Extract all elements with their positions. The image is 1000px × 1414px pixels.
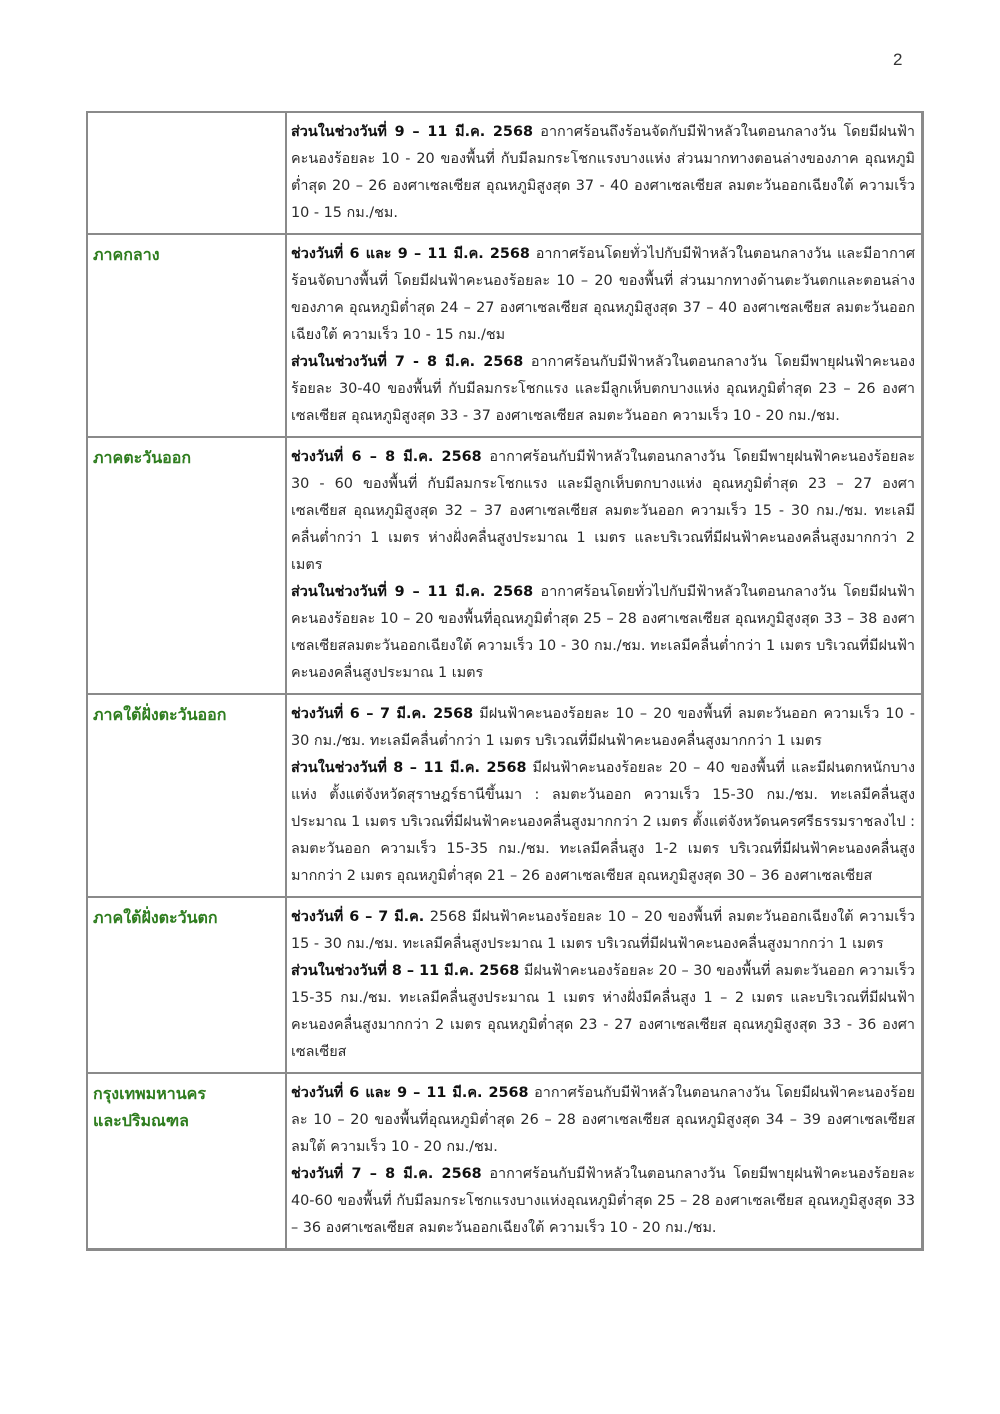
- period-label: ช่วงวันที่ 6 – 7 มี.ค. 2568: [291, 706, 474, 722]
- forecast-cell: [286, 234, 923, 437]
- period-text: 2568 มีฝนฟ้าคะนองร้อยละ 10 – 20 ของพื้นที่ ลมตะวันออกเฉียงใต้ ความเร็ว 15 - 30 กม./ชม. ทะเลมีคลื่นสูงประมาณ 1 เมตร บริเวณที่มีฝนฟ้าคะนองคลื่นสูงมากกว่า 1 เมตร: [291, 909, 915, 952]
- region-cell: [87, 694, 286, 897]
- region-cell: [87, 234, 286, 437]
- period-text: มีฝนฟ้าคะนองร้อยละ 20 – 30 ของพื้นที่ ลมตะวันออก ความเร็ว 15-35 กม./ชม. ทะเลมีคลื่นสูงประมาณ 1 เมตร ห่างฝั่งมีคลื่นสูง 1 – 2 เมตร และบริเวณที่มีฝนฟ้าคะนองคลื่นสูงมากกว่า 2 เมตร อุณหภูมิต่ำสุด 23 - 27 องศาเซลเซียส อุณหภูมิสูงสุด 33 - 36 องศาเซลเซียส: [291, 963, 915, 1060]
- forecast-period: [291, 241, 915, 349]
- forecast-period: [291, 119, 915, 227]
- forecast-period: [291, 1080, 915, 1161]
- forecast-cell: [286, 437, 923, 694]
- page-number: 2: [893, 50, 903, 69]
- table-row: [87, 694, 923, 897]
- forecast-period: [291, 349, 915, 430]
- period-label: ช่วงวันที่ 6 และ 9 – 11 มี.ค. 2568: [291, 1085, 529, 1101]
- period-label: ส่วนในช่วงวันที่ 8 – 11 มี.ค. 2568: [291, 760, 527, 776]
- table-row: [87, 112, 923, 234]
- region-name: ภาคใต้ฝั่งตะวันตก: [93, 908, 218, 927]
- period-text: อากาศร้อนกับมีฟ้าหลัวในตอนกลางวัน โดยมีพายุฝนฟ้าคะนองร้อยละ 40-60 ของพื้นที่ กับมีลมกระโชกแรงบางแห่งอุณหภูมิต่ำสุด 25 – 28 องศาเซลเซียส อุณหภูมิสูงสุด 33 – 36 องศาเซลเซียส ลมตะวันออกเฉียงใต้ ความเร็ว 10 - 20 กม./ชม.: [291, 1166, 915, 1236]
- period-label: ช่วงวันที่ 6 – 8 มี.ค. 2568: [291, 449, 482, 465]
- table-row: [87, 1073, 923, 1250]
- period-label: ส่วนในช่วงวันที่ 9 – 11 มี.ค. 2568: [291, 584, 534, 600]
- region-name: กรุงเทพมหานคร: [93, 1084, 206, 1103]
- forecast-period: [291, 904, 915, 958]
- period-text: อากาศร้อนกับมีฟ้าหลัวในตอนกลางวัน โดยมีพายุฝนฟ้าคะนองร้อยละ 30 - 60 ของพื้นที่ กับมีลมกระโชกแรง และมีลูกเห็บตกบางแห่ง อุณหภูมิต่ำสุด 23 – 27 องศาเซลเซียส อุณหภูมิสูงสุด 32 – 37 องศาเซลเซียส ลมตะวันออก ความเร็ว 15 - 30 กม./ชม. ทะเลมีคลื่นต่ำกว่า 1 เมตร ห่างฝั่งคลื่นสูงประมาณ 1 เมตร และบริเวณที่มีฝนฟ้าคะนองคลื่นสูงมากกว่า 2 เมตร: [291, 449, 915, 573]
- period-label: ช่วงวันที่ 6 และ 9 – 11 มี.ค. 2568: [291, 246, 530, 262]
- forecast-period: [291, 1161, 915, 1242]
- period-text: อากาศร้อนกับมีฟ้าหลัวในตอนกลางวัน โดยมีพายุฝนฟ้าคะนองร้อยละ 30-40 ของพื้นที่ กับมีลมกระโชกแรง และมีลูกเห็บตกบางแห่ง อุณหภูมิต่ำสุด 23 – 26 องศาเซลเซียส อุณหภูมิสูงสุด 33 - 37 องศาเซลเซียส ลมตะวันออก ความเร็ว 10 - 20 กม./ชม.: [291, 354, 915, 424]
- period-text: อากาศร้อนโดยทั่วไปกับมีฟ้าหลัวในตอนกลางวัน โดยมีฝนฟ้าคะนองร้อยละ 10 – 20 ของพื้นที่อุณหภูมิต่ำสุด 25 – 28 องศาเซลเซียส อุณหภูมิสูงสุด 33 – 38 องศาเซลเซียสลมตะวันออกเฉียงใต้ ความเร็ว 10 - 30 กม./ชม. ทะเลมีคลื่นต่ำกว่า 1 เมตร บริเวณที่มีฝนฟ้าคะนองคลื่นสูงประมาณ 1 เมตร: [291, 584, 915, 681]
- region-cell: [87, 897, 286, 1073]
- forecast-cell: [286, 1073, 923, 1250]
- regional-forecast-table: [86, 111, 924, 1251]
- region-name: ภาคใต้ฝั่งตะวันออก: [93, 705, 227, 724]
- period-text: อากาศร้อนกับมีฟ้าหลัวในตอนกลางวัน โดยมีฝนฟ้าคะนองร้อยละ 10 – 20 ของพื้นที่อุณหภูมิต่ำสุด 26 – 28 องศาเซลเซียส อุณหภูมิสูงสุด 34 – 39 องศาเซลเซียส ลมใต้ ความเร็ว 10 - 20 กม./ชม.: [291, 1085, 915, 1155]
- forecast-period: [291, 701, 915, 755]
- forecast-period: [291, 444, 915, 579]
- forecast-cell: [286, 897, 923, 1073]
- region-name: ภาคตะวันออก: [93, 448, 192, 467]
- region-cell: [87, 1073, 286, 1250]
- forecast-period: [291, 958, 915, 1066]
- period-label: ส่วนในช่วงวันที่ 8 – 11 มี.ค. 2568: [291, 963, 520, 979]
- period-text: อากาศร้อนโดยทั่วไปกับมีฟ้าหลัวในตอนกลางวัน และมีอากาศร้อนจัดบางพื้นที่ โดยมีฝนฟ้าคะนองร้อยละ 10 – 20 ของพื้นที่ ส่วนมากทางด้านตะวันตกและตอนล่างของภาค อุณหภูมิต่ำสุด 24 – 27 องศาเซลเซียส อุณหภูมิสูงสุด 37 – 40 องศาเซลเซียส ลมตะวันออกเฉียงใต้ ความเร็ว 10 - 15 กม./ชม: [291, 246, 915, 343]
- period-text: มีฝนฟ้าคะนองร้อยละ 20 – 40 ของพื้นที่ และมีฝนตกหนักบางแห่ง ตั้งแต่จังหวัดสุราษฎร์ธานีขึ้นมา : ลมตะวันออก ความเร็ว 15-30 กม./ชม. ทะเลมีคลื่นสูงประมาณ 1 เมตร บริเวณที่มีฝนฟ้าคะนองคลื่นสูงมากกว่า 2 เมตร ตั้งแต่จังหวัดนครศรีธรรมราชลงไป : ลมตะวันออก ความเร็ว 15-35 กม./ชม. ทะเลมีคลื่นสูง 1-2 เมตร บริเวณที่มีฝนฟ้าคะนองคลื่นสูงมากกว่า 2 เมตร อุณหภูมิต่ำสุด 21 – 26 องศาเซลเซียส อุณหภูมิสูงสุด 30 – 36 องศาเซลเซียส: [291, 760, 915, 884]
- region-cell: [87, 437, 286, 694]
- forecast-cell: [286, 694, 923, 897]
- table-row: [87, 897, 923, 1073]
- period-label: ช่วงวันที่ 7 – 8 มี.ค. 2568: [291, 1166, 482, 1182]
- region-name: ภาคกลาง: [93, 245, 160, 264]
- period-label: ส่วนในช่วงวันที่ 9 – 11 มี.ค. 2568: [291, 124, 533, 140]
- period-text: มีฝนฟ้าคะนองร้อยละ 10 – 20 ของพื้นที่ ลมตะวันออก ความเร็ว 10 - 30 กม./ชม. ทะเลมีคลื่นต่ำกว่า 1 เมตร บริเวณที่มีฝนฟ้าคะนองคลื่นสูงมากกว่า 1 เมตร: [291, 706, 915, 749]
- period-label: ส่วนในช่วงวันที่ 7 - 8 มี.ค. 2568: [291, 354, 524, 370]
- table-row: [87, 437, 923, 694]
- period-text: อากาศร้อนถึงร้อนจัดกับมีฟ้าหลัวในตอนกลางวัน โดยมีฝนฟ้าคะนองร้อยละ 10 - 20 ของพื้นที่ กับมีลมกระโชกแรงบางแห่ง ส่วนมากทางตอนล่างของภาค อุณหภูมิต่ำสุด 20 – 26 องศาเซลเซียส อุณหภูมิสูงสุด 37 - 40 องศาเซลเซียส ลมตะวันออกเฉียงใต้ ความเร็ว 10 - 15 กม./ชม.: [291, 124, 915, 221]
- region-cell: [87, 112, 286, 234]
- period-label: ช่วงวันที่ 6 – 7 มี.ค.: [291, 909, 425, 925]
- forecast-cell: [286, 112, 923, 234]
- table-row: [87, 234, 923, 437]
- forecast-period: [291, 579, 915, 687]
- forecast-period: [291, 755, 915, 890]
- region-name: และปริมณฑล: [93, 1111, 189, 1130]
